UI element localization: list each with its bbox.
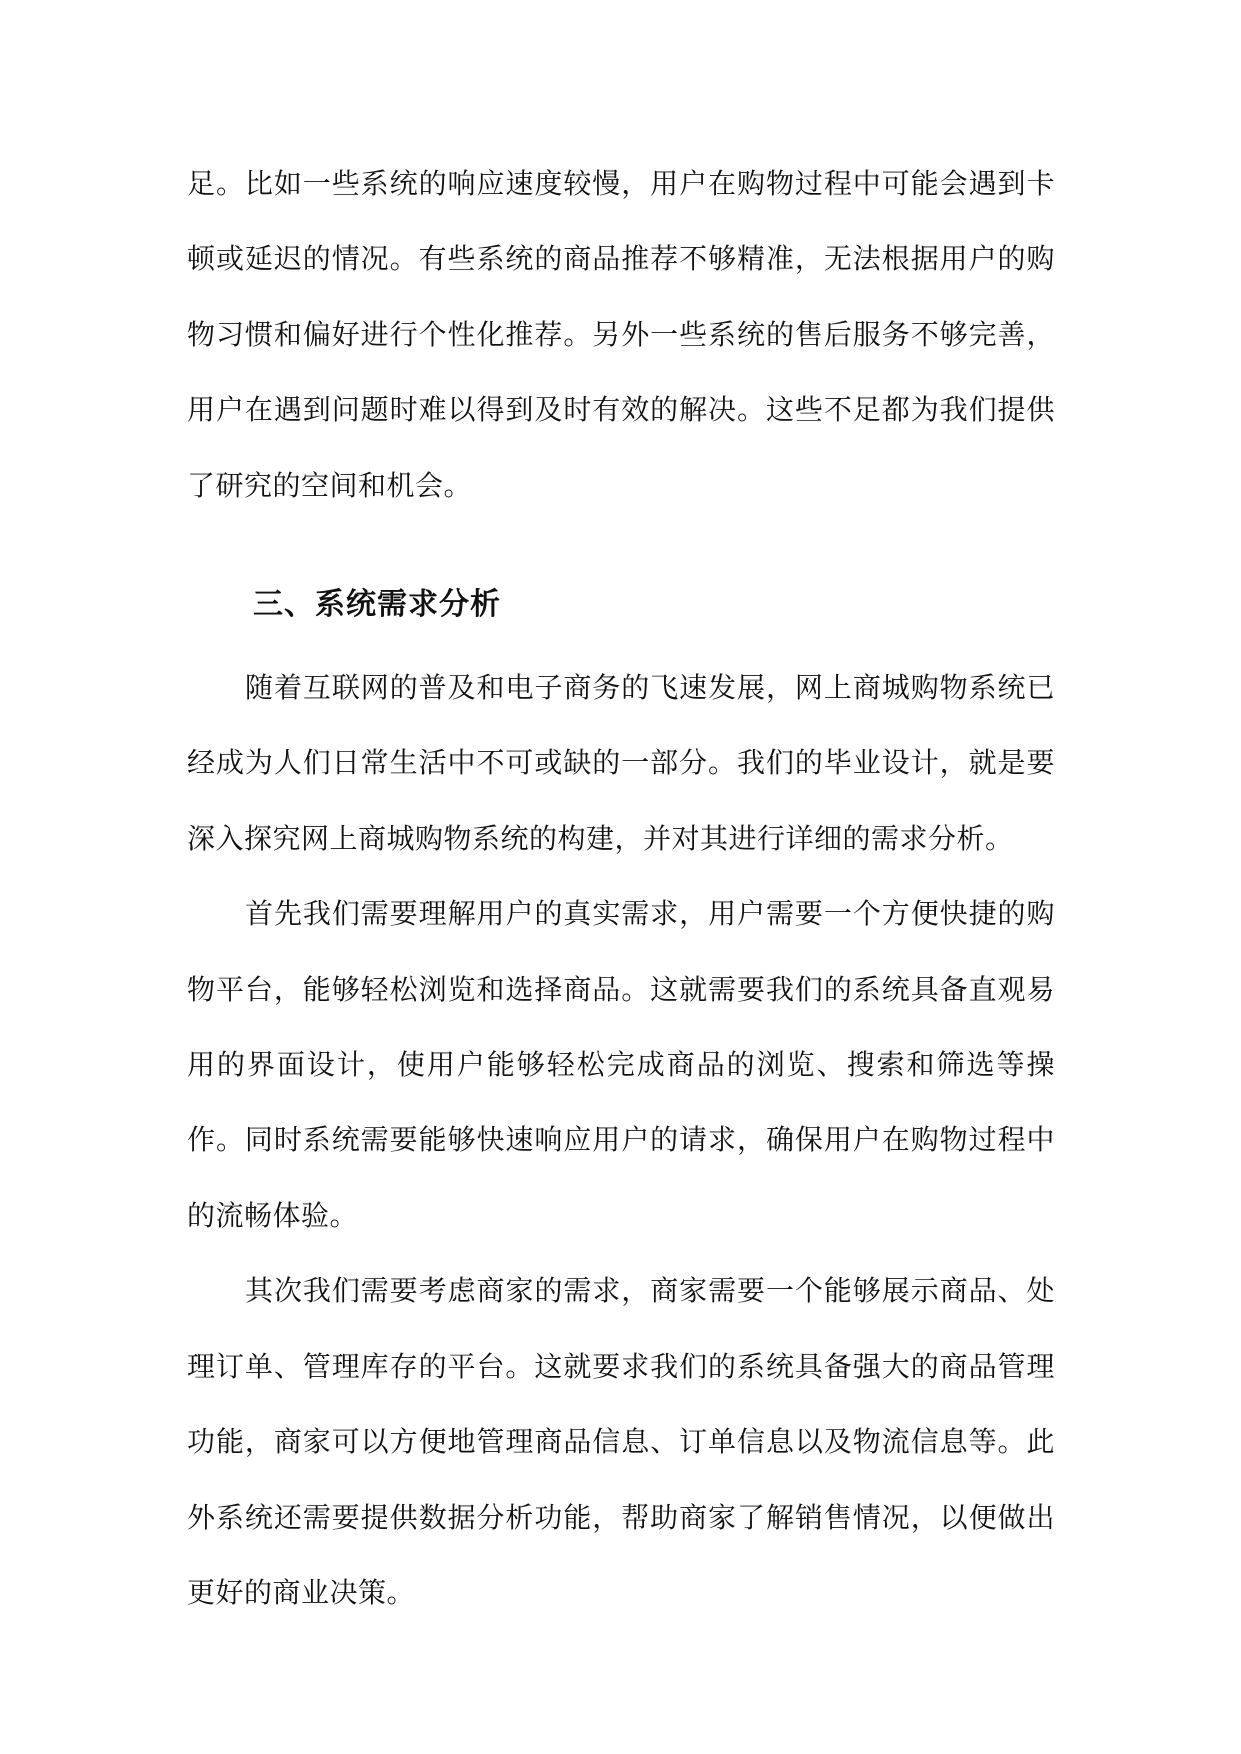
document-body <box>187 146 1055 1630</box>
section-spacer <box>187 523 1055 567</box>
body-paragraph-1: 随着互联网的普及和电子商务的飞速发展，网上商城购物系统已经成为人们日常生活中不可或缺的一部分。我们的毕业设计，就是要深入探究网上商城购物系统的构建，并对其进行详细的需求分析。 <box>187 671 1055 855</box>
heading-spacer <box>187 642 1055 650</box>
section-heading: 三、系统需求分析 <box>253 587 501 623</box>
continuation-paragraph: 足。比如一些系统的响应速度较慢，用户在购物过程中可能会遇到卡顿或延迟的情况。有些系统的商品推荐不够精准，无法根据用户的购物习惯和偏好进行个性化推荐。另外一些系统的售后服务不够完善，用户在遇到问题时难以得到及时有效的解决。这些不足都为我们提供了研究的空间和机会。 <box>187 167 1055 502</box>
body-paragraph-2: 首先我们需要理解用户的真实需求，用户需要一个方便快捷的购物平台，能够轻松浏览和选择商品。这就需要我们的系统具备直观易用的界面设计，使用户能够轻松完成商品的浏览、搜索和筛选等操作。同时系统需要能够快速响应用户的请求，确保用户在购物过程中的流畅体验。 <box>187 897 1055 1232</box>
body-paragraph-3: 其次我们需要考虑商家的需求，商家需要一个能够展示商品、处理订单、管理库存的平台。这就要求我们的系统具备强大的商品管理功能，商家可以方便地管理商品信息、订单信息以及物流信息等。此外系统还需要提供数据分析功能，帮助商家了解销售情况，以便做出更好的商业决策。 <box>187 1274 1055 1609</box>
